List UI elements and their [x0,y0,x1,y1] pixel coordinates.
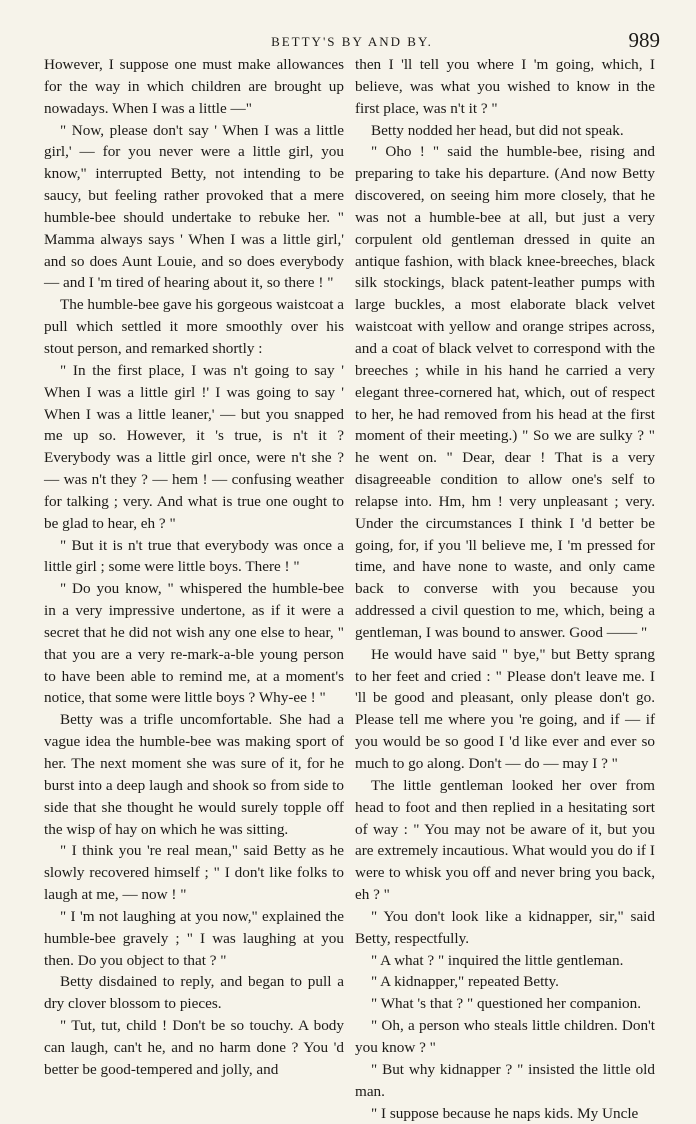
paragraph: " But why kidnapper ? " insisted the little old man. [355,1059,655,1103]
paragraph: " Tut, tut, child ! Don't be so touchy. A body can laugh, can't he, and no harm done ? You 'd better be good-tempered and jolly, and [44,1015,344,1081]
paragraph: Betty disdained to reply, and began to pull a dry clover blossom to pieces. [44,971,344,1015]
paragraph: The humble-bee gave his gorgeous waistcoat a pull which settled it more smoothly over his stout person, and remarked shortly : [44,294,344,360]
paragraph: Betty was a trifle uncomfortable. She had a vague idea the humble-bee was making sport of her. The next moment she was sure of it, for he burst into a deep laugh and shook so from side to side that she thought he would surely topple off the wisp of hay on which he was sitting. [44,709,344,840]
paragraph: The little gentleman looked her over from head to foot and then replied in a hesitating sort of way : " You may not be aware of it, but you are extremely incautious. What would you do if I were to whisk you off and never bring you back, eh ? " [355,775,655,906]
page-number: 989 [629,28,661,53]
right-column [355,54,655,1124]
paragraph: However, I suppose one must make allowances for the way in which children are brought up nowadays. When I was a little —" [44,54,344,120]
paragraph: " A kidnapper," repeated Betty. [355,971,655,993]
paragraph: " Oho ! " said the humble-bee, rising and preparing to take his departure. (And now Betty discovered, on seeing him more closely, that he was not a humble-bee at all, but just a very corpulent old gentleman dressed in quite an antique fashion, with black knee-breeches, black silk stockings, black patent-leather pumps with large buckles, a most elaborate black velvet waistcoat with yellow and orange stripes across, and a coat of black velvet to correspond with the breeches ; while in his hand he carried a very elegant three-cornered hat, which, out of respect to her, he had removed from his head at the first moment of their meeting.) " So we are sulky ? " he went on. " Dear, dear ! That is a very disagreeable condition to allow one's self to relapse into. Hm, hm ! very unpleasant ; very. Under the circumstances I think I 'd better be going, for, if you 'll believe me, I 'm pressed for time, and have none to waste, and only came back to converse with you because you addressed a civil question to me, which, being a gentleman, I was bound to answer. Good —— " [355,141,655,643]
paragraph: " I suppose because he naps kids. My Uncle [355,1103,655,1124]
running-head [44,28,660,56]
paragraph: then I 'll tell you where I 'm going, which, I believe, was what you wished to know in the first place, was n't it ? " [355,54,655,120]
paragraph: " Oh, a person who steals little children. Don't you know ? " [355,1015,655,1059]
paragraph: " In the first place, I was n't going to say ' When I was a little girl !' I was going to say ' When I was a little leaner,' — but you snapped me up so. However, it 's true, is n't it ? Everybody was a little girl once, were n't she ? — was n't they ? — hem ! — confusing weather for talking ; very. And what is true one ought to be glad to hear, eh ? " [44,360,344,535]
paragraph: He would have said " bye," but Betty sprang to her feet and cried : " Please don't leave me. I 'll be good and pleasant, only please don't go. Please tell me where you 're going, and if — if you would be so good I 'd like ever and ever so much to go along. Don't — do — may I ? " [355,644,655,775]
left-column [44,54,344,1081]
paragraph: " Now, please don't say ' When I was a little girl,' — for you never were a little girl, you know," interrupted Betty, not intending to be saucy, but feeling rather provoked that a mere humble-bee should undertake to rebuke her. " Mamma always says ' When I was a little girl,' and so does Aunt Louie, and so does everybody — and I 'm tired of hearing about it, so there ! " [44,120,344,295]
paragraph: " What 's that ? " questioned her companion. [355,993,655,1015]
paragraph: " I think you 're real mean," said Betty as he slowly recovered himself ; " I don't like folks to laugh at me, — now ! " [44,840,344,906]
running-title: BETTY'S BY AND BY. [44,34,660,50]
paragraph: " But it is n't true that everybody was once a little girl ; some were little boys. There ! " [44,535,344,579]
paragraph: " I 'm not laughing at you now," explained the humble-bee gravely ; " I was laughing at you then. Do you object to that ? " [44,906,344,972]
paragraph: " Do you know, " whispered the humble-bee in a very impressive undertone, as if it were a secret that he did not wish any one else to hear, " that you are a very re-mark-a-ble young person to have been able to remind me, at a moment's notice, that some were little boys ? Why-ee ! " [44,578,344,709]
paragraph: " You don't look like a kidnapper, sir," said Betty, respectfully. [355,906,655,950]
paragraph: Betty nodded her head, but did not speak. [355,120,655,142]
paragraph: " A what ? " inquired the little gentleman. [355,950,655,972]
